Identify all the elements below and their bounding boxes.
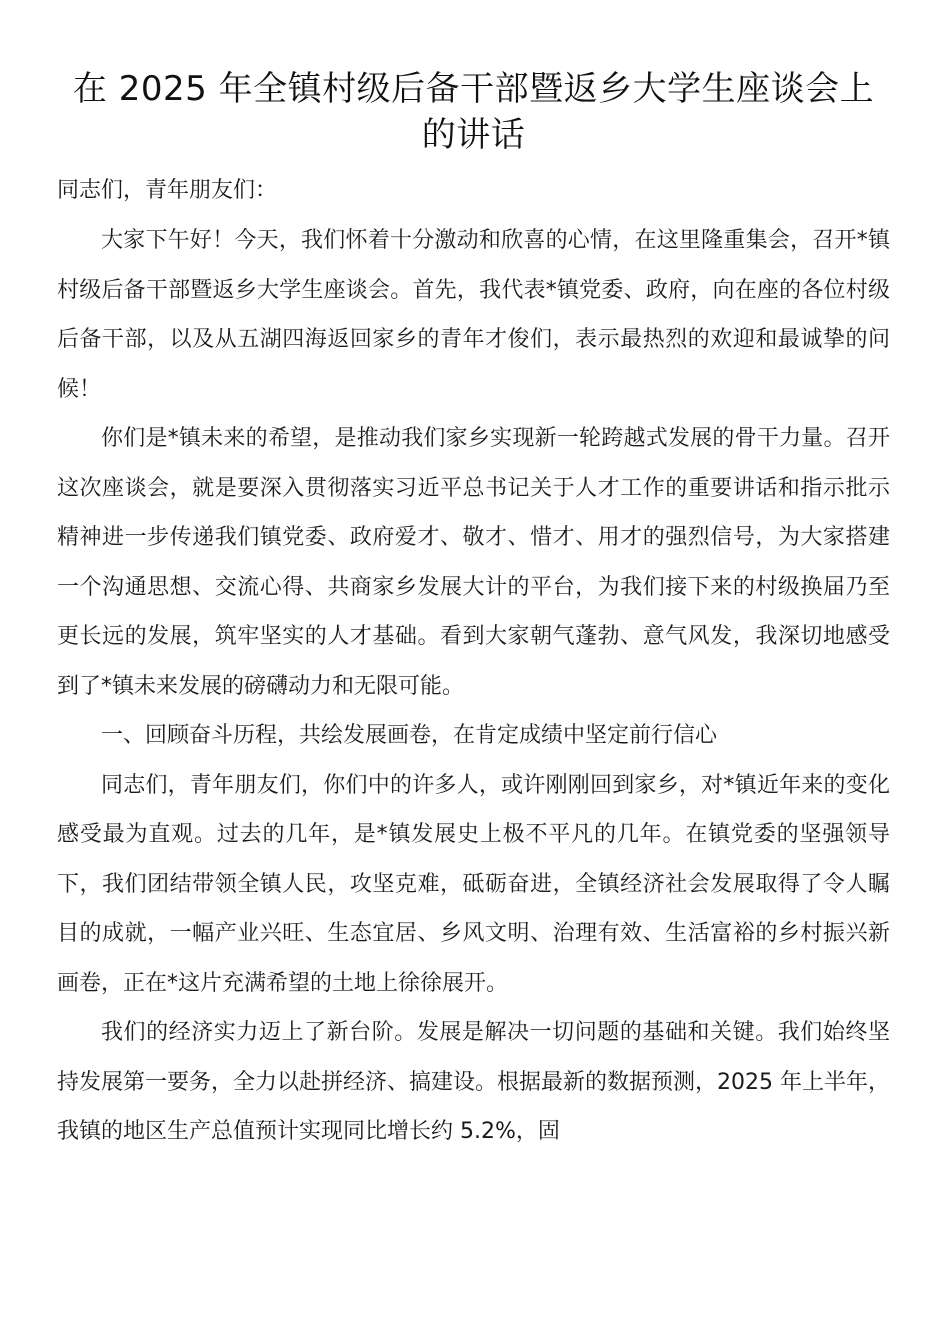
salutation: 同志们，青年朋友们： <box>57 178 278 203</box>
paragraph-welcome: 大家下午好！今天，我们怀着十分激动和欣喜的心情，在这里隆重集会，召开*镇村级后备干部暨返乡大学生座谈会。首先，我代表*镇党委、政府，向在座的各位村级后备干部，以及从五湖四海返回家乡的青年才俊们，表示最热烈的欢迎和最诚挚的问候！ <box>57 228 890 402</box>
paragraph-purpose: 你们是*镇未来的希望，是推动我们家乡实现新一轮跨越式发展的骨干力量。召开这次座谈会，就是要深入贯彻落实习近平总书记关于人才工作的重要讲话和指示批示精神进一步传递我们镇党委、政府爱才、敬才、惜才、用才的强烈信号，为大家搭建一个沟通思想、交流心得、共商家乡发展大计的平台，为我们接下来的村级换届乃至更长远的发展，筑牢坚实的人才基础。看到大家朝气蓬勃、意气风发，我深切地感受到了*镇未来发展的磅礴动力和无限可能。 <box>57 426 890 699</box>
paragraph-economy: 我们的经济实力迈上了新台阶。发展是解决一切问题的基础和关键。我们始终坚持发展第一要务，全力以赴拼经济、搞建设。根据最新的数据预测，2025 年上半年，我镇的地区生产总值预计实现同比增长约 5.2%，固 <box>57 1020 890 1144</box>
paragraph-review: 同志们，青年朋友们，你们中的许多人，或许刚刚回到家乡，对*镇近年来的变化感受最为直观。过去的几年，是*镇发展史上极不平凡的几年。在镇党委的坚强领导下，我们团结带领全镇人民，攻坚克难，砥砺奋进，全镇经济社会发展取得了令人瞩目的成就，一幅产业兴旺、生态宜居、乡风文明、治理有效、生活富裕的乡村振兴新画卷，正在*这片充满希望的土地上徐徐展开。 <box>57 772 890 996</box>
document-title: 在 2025 年全镇村级后备干部暨返乡大学生座谈会上的讲话 <box>72 69 875 155</box>
section-heading: 一、回顾奋斗历程，共绘发展画卷，在肯定成绩中坚定前行信心 <box>101 723 718 748</box>
